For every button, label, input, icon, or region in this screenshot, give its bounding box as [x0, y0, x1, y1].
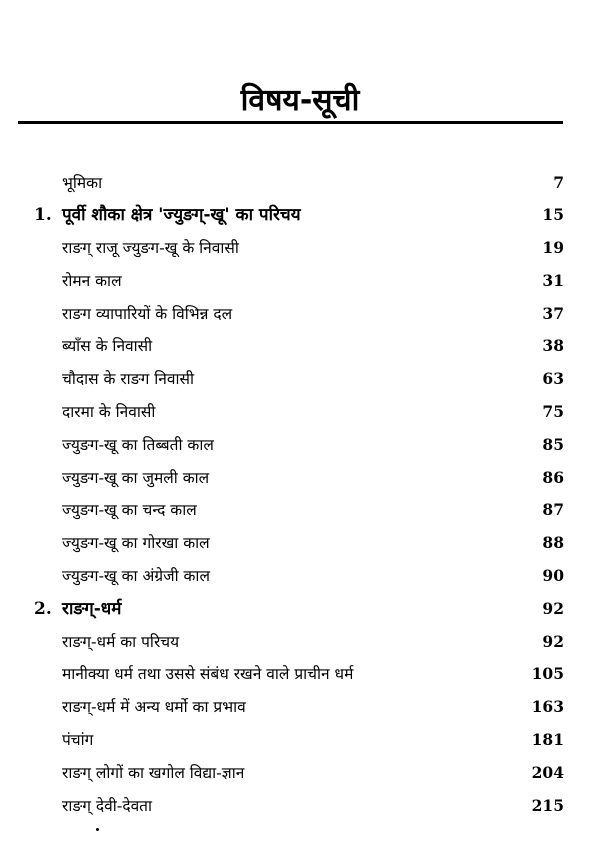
toc-entry-label: ज्युङग-खू का अंग्रेजी काल	[62, 567, 210, 585]
toc-entry-label: राङग्-धर्म में अन्य धर्मो का प्रभाव	[62, 698, 246, 716]
print-speck	[96, 828, 99, 831]
toc-entry-page: 163	[531, 697, 564, 716]
toc-entry[interactable]	[0, 266, 600, 296]
toc-entry[interactable]	[0, 692, 600, 722]
toc-entry[interactable]	[0, 725, 600, 755]
toc-entry-label: रोमन काल	[62, 272, 122, 290]
toc-entry-label: राङग्-धर्म का परिचय	[62, 633, 180, 651]
toc-entry-page: 204	[531, 763, 564, 782]
toc-entry[interactable]	[0, 791, 600, 821]
toc-entry[interactable]	[0, 331, 600, 361]
toc-entry[interactable]	[0, 659, 600, 689]
toc-entry[interactable]	[0, 463, 600, 493]
title-divider	[18, 121, 563, 124]
toc-entry-label: राङग व्यापारियों के विभिन्न दल	[62, 305, 233, 323]
toc-entry-label: राङग् देवी-देवता	[62, 797, 153, 815]
toc-entry-page: 92	[542, 599, 564, 618]
toc-entry-page: 19	[542, 238, 564, 257]
toc-entry[interactable]	[0, 233, 600, 263]
toc-chapter-label: राङग्-धर्म	[62, 599, 122, 619]
toc-entry-label: दारमा के निवासी	[62, 403, 156, 421]
toc-entry-label: ज्युङग-खू का गोरखा काल	[62, 534, 210, 552]
toc-entry-page: 105	[531, 664, 564, 683]
toc-entry[interactable]	[0, 561, 600, 591]
toc-entry-page: 63	[542, 369, 564, 388]
toc-entry-page: 88	[542, 533, 564, 552]
toc-entry[interactable]	[0, 528, 600, 558]
toc-entry-label: चौदास के राङग निवासी	[62, 370, 194, 388]
toc-entry-page: 215	[531, 796, 564, 815]
toc-entry-page: 87	[542, 500, 564, 519]
toc-entry-page: 92	[542, 632, 564, 651]
toc-entry[interactable]	[0, 627, 600, 657]
toc-entry-page: 90	[542, 566, 564, 585]
toc-entry[interactable]	[0, 430, 600, 460]
toc-entry-page: 37	[542, 304, 564, 323]
toc-entry[interactable]	[0, 397, 600, 427]
toc-entry-label: भूमिका	[62, 174, 103, 192]
toc-entry[interactable]	[0, 495, 600, 525]
chapter-number: 1.	[34, 205, 52, 225]
toc-entry-label: ब्याँस के निवासी	[62, 337, 153, 355]
toc-entry-page: 75	[542, 402, 564, 421]
toc-entry-label: राङग् लोगों का खगोल विद्या-ज्ञान	[62, 764, 245, 782]
toc-entry-page: 86	[542, 468, 564, 487]
toc-chapter-label: पूर्वी शौका क्षेत्र 'ज्युङग्-खू' का परिचय	[62, 205, 301, 225]
toc-entry-label: ज्युङग-खू का तिब्बती काल	[62, 436, 214, 454]
toc-entry[interactable]	[0, 168, 600, 198]
page-title: विषय-सूची	[240, 83, 360, 118]
toc-entry-label: राङग् राजू ज्युङग-खू के निवासी	[62, 239, 239, 257]
toc-entry-label: ज्युङग-खू का चन्द काल	[62, 501, 197, 519]
toc-entry-label: ज्युङग-खू का जुमली काल	[62, 469, 210, 487]
toc-entry[interactable]	[0, 299, 600, 329]
toc-chapter-heading[interactable]	[0, 594, 600, 624]
chapter-number: 2.	[34, 599, 52, 619]
toc-chapter-heading[interactable]	[0, 200, 600, 230]
toc-entry-page: 181	[531, 730, 564, 749]
toc-entry-page: 38	[542, 336, 564, 355]
toc-entry[interactable]	[0, 758, 600, 788]
toc-entry-page: 7	[553, 173, 564, 192]
toc-entry-page: 31	[542, 271, 564, 290]
toc-entry-label: पंचांग	[62, 731, 94, 749]
toc-entry[interactable]	[0, 364, 600, 394]
toc-entry-label: मानीक्या धर्म तथा उससे संबंध रखने वाले प्राचीन धर्म	[62, 665, 354, 683]
toc-entry-page: 85	[542, 435, 564, 454]
toc-entry-page: 15	[542, 205, 564, 224]
